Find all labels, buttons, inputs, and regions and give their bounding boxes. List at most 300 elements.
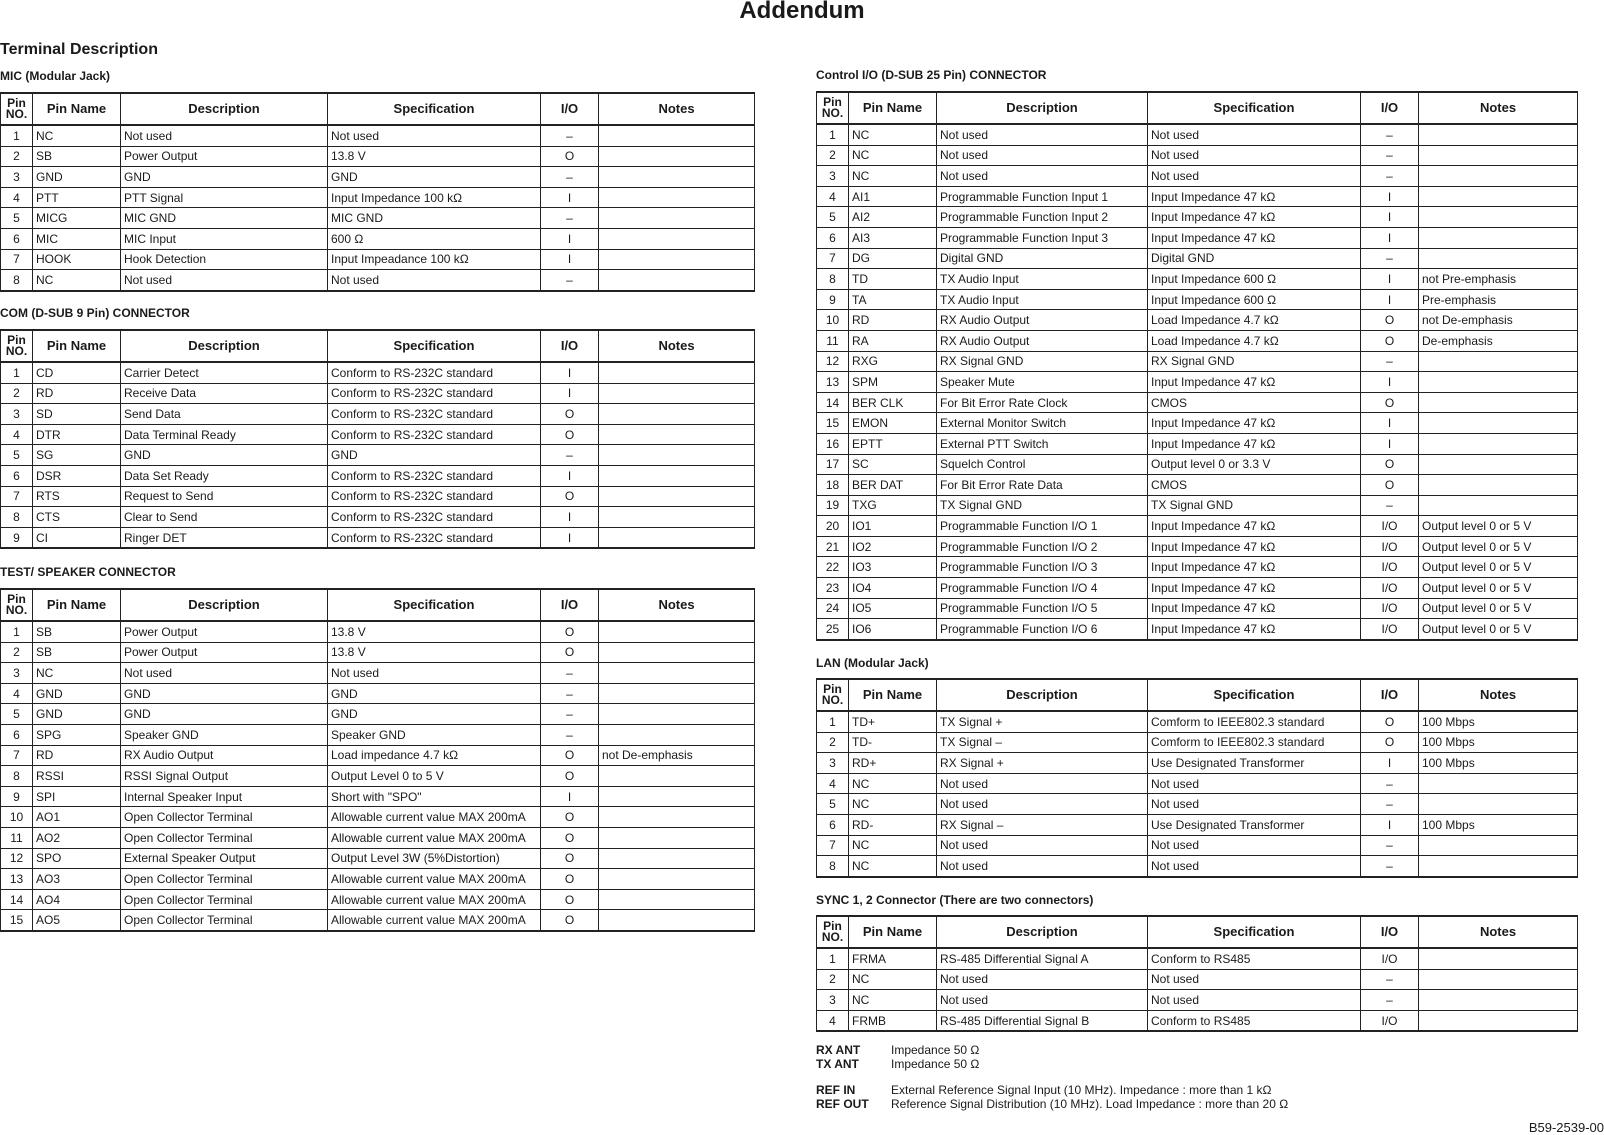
notes-cell: Output level 0 or 5 V (1419, 598, 1578, 619)
io-cell: – (1361, 124, 1419, 145)
io-cell: – (541, 724, 599, 745)
pin-no-cell: 16 (817, 433, 849, 454)
column-header: Notes (599, 330, 755, 362)
description-cell: Carrier Detect (121, 362, 328, 383)
io-cell: O (541, 146, 599, 167)
description-cell: RX Signal + (937, 753, 1148, 774)
description-cell: Programmable Function I/O 1 (937, 516, 1148, 537)
pin-no-cell: 1 (817, 711, 849, 732)
notes-cell (599, 404, 755, 425)
table-row (817, 814, 1578, 835)
notes-cell (599, 270, 755, 291)
pin-name-cell: EMON (849, 413, 937, 434)
io-cell: – (1361, 990, 1419, 1011)
description-cell: Not used (937, 856, 1148, 877)
pin-no-cell: 17 (817, 454, 849, 475)
pin-name-cell: NC (33, 663, 121, 684)
description-cell: Not used (121, 270, 328, 291)
description-cell: Ringer DET (121, 527, 328, 548)
io-cell: O (1361, 454, 1419, 475)
pin-no-cell: 21 (817, 536, 849, 557)
specification-cell: Conform to RS-232C standard (328, 486, 541, 507)
description-cell: Speaker GND (121, 724, 328, 745)
pin-no-cell: 8 (1, 766, 33, 787)
notes-cell: De-emphasis (1419, 330, 1578, 351)
description-cell: GND (121, 167, 328, 188)
description-cell: Programmable Function I/O 5 (937, 598, 1148, 619)
specification-cell: Allowable current value MAX 200mA (328, 827, 541, 848)
description-cell: GND (121, 683, 328, 704)
notes-cell (599, 827, 755, 848)
description-cell: TX Signal GND (937, 495, 1148, 516)
description-cell: Programmable Function I/O 3 (937, 557, 1148, 578)
pin-name-cell: RD (33, 383, 121, 404)
pin-name-cell: SB (33, 621, 121, 642)
column-header: Description (121, 93, 328, 125)
table-header-row (817, 679, 1578, 711)
description-cell: TX Audio Input (937, 269, 1148, 290)
specification-cell: Input Impedance 47 kΩ (1148, 207, 1361, 228)
table-row (1, 507, 755, 528)
column-header: Pin NO. (1, 93, 33, 125)
pin-no-cell: 5 (817, 794, 849, 815)
table-row (817, 794, 1578, 815)
note-text: Reference Signal Distribution (10 MHz). Load Impedance : more than 20 Ω (891, 1097, 1289, 1111)
table-row (817, 1010, 1578, 1031)
table-row (1, 663, 755, 684)
notes-cell (599, 642, 755, 663)
io-cell: I (1361, 413, 1419, 434)
table-row (1, 889, 755, 910)
pin-name-cell: SPM (849, 372, 937, 393)
specification-cell: GND (328, 704, 541, 725)
sync-pin-table (816, 915, 1578, 1032)
description-cell: RX Signal – (937, 814, 1148, 835)
pin-no-cell: 6 (817, 227, 849, 248)
table-row (1, 383, 755, 404)
pin-no-cell: 6 (817, 814, 849, 835)
pin-name-cell: NC (849, 145, 937, 166)
io-cell: O (1361, 711, 1419, 732)
notes-cell (599, 527, 755, 548)
sync-table-label: SYNC 1, 2 Connector (There are two connectors) (816, 893, 1094, 907)
table-row (817, 351, 1578, 372)
specification-cell: CMOS (1148, 392, 1361, 413)
table-row (1, 486, 755, 507)
pin-name-cell: AO3 (33, 869, 121, 890)
pin-no-cell: 6 (1, 228, 33, 249)
control-table-label: Control I/O (D-SUB 25 Pin) CONNECTOR (816, 68, 1047, 82)
specification-cell: Input Impedance 47 kΩ (1148, 413, 1361, 434)
io-cell: O (1361, 330, 1419, 351)
lan-pin-table (816, 678, 1578, 878)
table-header-row (817, 916, 1578, 948)
pin-no-cell: 10 (817, 310, 849, 331)
table-row (817, 619, 1578, 640)
notes-cell: Output level 0 or 5 V (1419, 516, 1578, 537)
pin-name-cell: HOOK (33, 249, 121, 270)
description-cell: Programmable Function I/O 6 (937, 619, 1148, 640)
control-io-pin-table (816, 91, 1578, 641)
table-row (817, 732, 1578, 753)
notes-cell (1419, 227, 1578, 248)
notes-cell: Output level 0 or 5 V (1419, 557, 1578, 578)
specification-cell: Not used (1148, 166, 1361, 187)
pin-no-cell: 2 (817, 969, 849, 990)
specification-cell: Input Impedance 47 kΩ (1148, 227, 1361, 248)
table-row (817, 516, 1578, 537)
pin-name-cell: MICG (33, 208, 121, 229)
notes-cell (599, 766, 755, 787)
description-cell: Power Output (121, 621, 328, 642)
io-cell: O (541, 766, 599, 787)
pin-no-cell: 7 (1, 249, 33, 270)
io-cell: – (1361, 248, 1419, 269)
table-row (1, 249, 755, 270)
io-cell: – (1361, 835, 1419, 856)
specification-cell: Speaker GND (328, 724, 541, 745)
notes-cell (1419, 166, 1578, 187)
pin-name-cell: IO2 (849, 536, 937, 557)
note-label: REF IN (816, 1083, 856, 1097)
notes-cell: Output level 0 or 5 V (1419, 619, 1578, 640)
description-cell: RX Audio Output (121, 745, 328, 766)
description-cell: Squelch Control (937, 454, 1148, 475)
io-cell: I (1361, 186, 1419, 207)
pin-name-cell: CTS (33, 507, 121, 528)
description-cell: Power Output (121, 146, 328, 167)
notes-cell (599, 869, 755, 890)
table-row (817, 454, 1578, 475)
table-row (817, 248, 1578, 269)
pin-name-cell: DTR (33, 424, 121, 445)
notes-cell (599, 383, 755, 404)
pin-no-cell: 11 (817, 330, 849, 351)
table-row (817, 145, 1578, 166)
pin-name-cell: EPTT (849, 433, 937, 454)
pin-no-cell: 1 (1, 362, 33, 383)
ref-in-note (816, 1083, 1288, 1097)
pin-no-cell: 10 (1, 807, 33, 828)
notes-cell (1419, 948, 1578, 969)
column-header: Pin NO. (817, 679, 849, 711)
io-cell: – (1361, 794, 1419, 815)
pin-name-cell: CI (33, 527, 121, 548)
pin-name-cell: IO1 (849, 516, 937, 537)
pin-no-cell: 4 (817, 186, 849, 207)
column-header: Description (121, 330, 328, 362)
io-cell: I (541, 786, 599, 807)
io-cell: – (541, 683, 599, 704)
specification-cell: Not used (1148, 969, 1361, 990)
specification-cell: Load impedance 4.7 kΩ (328, 745, 541, 766)
pin-name-cell: NC (849, 166, 937, 187)
description-cell: Speaker Mute (937, 372, 1148, 393)
specification-cell: Input Impedance 600 Ω (1148, 269, 1361, 290)
pin-no-cell: 12 (1, 848, 33, 869)
pin-no-cell: 3 (817, 990, 849, 1011)
pin-name-cell: SPG (33, 724, 121, 745)
notes-cell (599, 187, 755, 208)
io-cell: O (541, 424, 599, 445)
description-cell: Open Collector Terminal (121, 827, 328, 848)
specification-cell: Input Impedance 47 kΩ (1148, 619, 1361, 640)
notes-cell (1419, 413, 1578, 434)
io-cell: I (541, 465, 599, 486)
pin-no-cell: 13 (817, 372, 849, 393)
pin-no-cell: 2 (1, 146, 33, 167)
pin-name-cell: AO2 (33, 827, 121, 848)
specification-cell: Conform to RS485 (1148, 948, 1361, 969)
test-table-label: TEST/ SPEAKER CONNECTOR (0, 565, 176, 579)
pin-name-cell: NC (849, 773, 937, 794)
column-header: Specification (1148, 679, 1361, 711)
pin-name-cell: AI1 (849, 186, 937, 207)
description-cell: RX Audio Output (937, 310, 1148, 331)
notes-cell: not Pre-emphasis (1419, 269, 1578, 290)
notes-cell: Output level 0 or 5 V (1419, 578, 1578, 599)
io-cell: I (541, 383, 599, 404)
table-row (1, 848, 755, 869)
specification-cell: TX Signal GND (1148, 495, 1361, 516)
description-cell: PTT Signal (121, 187, 328, 208)
specification-cell: Conform to RS-232C standard (328, 362, 541, 383)
pin-no-cell: 3 (817, 753, 849, 774)
notes-cell (599, 807, 755, 828)
pin-name-cell: BER CLK (849, 392, 937, 413)
pin-no-cell: 2 (1, 383, 33, 404)
pin-name-cell: FRMA (849, 948, 937, 969)
table-row (817, 186, 1578, 207)
table-header-row (817, 92, 1578, 124)
pin-no-cell: 24 (817, 598, 849, 619)
column-header: Pin NO. (1, 589, 33, 621)
io-cell: I/O (1361, 948, 1419, 969)
table-row (817, 536, 1578, 557)
column-header: Specification (328, 330, 541, 362)
description-cell: Not used (937, 969, 1148, 990)
notes-cell (1419, 248, 1578, 269)
notes-cell (599, 424, 755, 445)
notes-cell: 100 Mbps (1419, 732, 1578, 753)
pin-no-cell: 19 (817, 495, 849, 516)
specification-cell: Not used (328, 270, 541, 291)
specification-cell: Allowable current value MAX 200mA (328, 889, 541, 910)
io-cell: O (1361, 475, 1419, 496)
pin-no-cell: 3 (1, 167, 33, 188)
pin-no-cell: 5 (1, 445, 33, 466)
table-row (817, 578, 1578, 599)
pin-no-cell: 14 (817, 392, 849, 413)
table-row (1, 146, 755, 167)
io-cell: – (541, 270, 599, 291)
pin-name-cell: RD- (849, 814, 937, 835)
io-cell: I (1361, 207, 1419, 228)
notes-cell (599, 445, 755, 466)
table-row (817, 969, 1578, 990)
notes-cell (599, 125, 755, 146)
column-header: Pin NO. (817, 92, 849, 124)
table-row (817, 330, 1578, 351)
pin-name-cell: NC (849, 124, 937, 145)
notes-cell (1419, 1010, 1578, 1031)
table-row (1, 125, 755, 146)
pin-name-cell: GND (33, 683, 121, 704)
specification-cell: Allowable current value MAX 200mA (328, 869, 541, 890)
pin-name-cell: IO3 (849, 557, 937, 578)
specification-cell: GND (328, 445, 541, 466)
specification-cell: Not used (1148, 856, 1361, 877)
pin-no-cell: 15 (817, 413, 849, 434)
specification-cell: Not used (1148, 124, 1361, 145)
specification-cell: Input Impedance 47 kΩ (1148, 557, 1361, 578)
pin-no-cell: 20 (817, 516, 849, 537)
notes-cell (1419, 990, 1578, 1011)
pin-name-cell: IO5 (849, 598, 937, 619)
table-row (1, 228, 755, 249)
pin-name-cell: NC (849, 794, 937, 815)
pin-name-cell: TD+ (849, 711, 937, 732)
pin-name-cell: SD (33, 404, 121, 425)
notes-cell: not De-emphasis (599, 745, 755, 766)
io-cell: I (541, 228, 599, 249)
table-row (1, 208, 755, 229)
pin-no-cell: 1 (817, 948, 849, 969)
column-header: Description (937, 679, 1148, 711)
io-cell: I/O (1361, 598, 1419, 619)
notes-cell (599, 362, 755, 383)
table-row (817, 207, 1578, 228)
table-row (817, 753, 1578, 774)
description-cell: Not used (937, 794, 1148, 815)
description-cell: TX Audio Input (937, 289, 1148, 310)
description-cell: TX Signal + (937, 711, 1148, 732)
column-header: Pin NO. (1, 330, 33, 362)
specification-cell: Conform to RS-232C standard (328, 383, 541, 404)
description-cell: Programmable Function I/O 2 (937, 536, 1148, 557)
pin-name-cell: BER DAT (849, 475, 937, 496)
io-cell: I (1361, 433, 1419, 454)
notes-cell (599, 507, 755, 528)
specification-cell: Input Impedance 47 kΩ (1148, 186, 1361, 207)
notes-cell (599, 704, 755, 725)
io-cell: – (541, 125, 599, 146)
specification-cell: Not used (328, 125, 541, 146)
specification-cell: Input Impedance 47 kΩ (1148, 536, 1361, 557)
column-header: Specification (1148, 916, 1361, 948)
column-header: Description (121, 589, 328, 621)
pin-name-cell: FRMB (849, 1010, 937, 1031)
io-cell: O (541, 848, 599, 869)
io-cell: O (541, 889, 599, 910)
column-header: Pin NO. (817, 916, 849, 948)
description-cell: Not used (937, 124, 1148, 145)
description-cell: MIC GND (121, 208, 328, 229)
table-row (817, 124, 1578, 145)
document-id: B59-2539-00 (1528, 1120, 1604, 1135)
test-speaker-pin-table (0, 588, 755, 932)
pin-name-cell: SB (33, 146, 121, 167)
specification-cell: Digital GND (1148, 248, 1361, 269)
notes-cell (599, 621, 755, 642)
specification-cell: Input Impedance 100 kΩ (328, 187, 541, 208)
description-cell: RS-485 Differential Signal B (937, 1010, 1148, 1031)
specification-cell: Comform to IEEE802.3 standard (1148, 711, 1361, 732)
note-text: External Reference Signal Input (10 MHz). Impedance : more than 1 kΩ (891, 1083, 1272, 1097)
description-cell: Not used (937, 835, 1148, 856)
io-cell: – (1361, 166, 1419, 187)
notes-cell (1419, 124, 1578, 145)
table-row (1, 424, 755, 445)
io-cell: I/O (1361, 536, 1419, 557)
lan-table-label: LAN (Modular Jack) (816, 656, 929, 670)
table-row (1, 465, 755, 486)
description-cell: Send Data (121, 404, 328, 425)
io-cell: O (1361, 392, 1419, 413)
table-header-row (1, 93, 755, 125)
pin-no-cell: 1 (817, 124, 849, 145)
description-cell: RS-485 Differential Signal A (937, 948, 1148, 969)
antenna-notes (816, 1043, 979, 1071)
pin-no-cell: 1 (1, 125, 33, 146)
pin-name-cell: GND (33, 704, 121, 725)
pin-name-cell: DG (849, 248, 937, 269)
table-row (1, 642, 755, 663)
io-cell: I (1361, 227, 1419, 248)
notes-cell (1419, 207, 1578, 228)
specification-cell: GND (328, 683, 541, 704)
notes-cell (599, 146, 755, 167)
column-header: Notes (599, 93, 755, 125)
column-header: Notes (599, 589, 755, 621)
rx-ant-note (816, 1043, 979, 1057)
notes-cell (599, 910, 755, 931)
description-cell: Programmable Function Input 1 (937, 186, 1148, 207)
pin-name-cell: TA (849, 289, 937, 310)
notes-cell (599, 465, 755, 486)
notes-cell: not De-emphasis (1419, 310, 1578, 331)
table-row (817, 413, 1578, 434)
specification-cell: 13.8 V (328, 146, 541, 167)
specification-cell: 600 Ω (328, 228, 541, 249)
notes-cell (1419, 856, 1578, 877)
io-cell: – (1361, 495, 1419, 516)
specification-cell: Input Impedance 47 kΩ (1148, 372, 1361, 393)
pin-name-cell: IO6 (849, 619, 937, 640)
pin-name-cell: TD (849, 269, 937, 290)
column-header: Pin Name (849, 92, 937, 124)
pin-no-cell: 7 (817, 248, 849, 269)
io-cell: O (541, 827, 599, 848)
description-cell: Not used (121, 125, 328, 146)
pin-no-cell: 13 (1, 869, 33, 890)
table-row (817, 392, 1578, 413)
specification-cell: Not used (1148, 794, 1361, 815)
pin-no-cell: 7 (1, 745, 33, 766)
pin-no-cell: 9 (1, 786, 33, 807)
io-cell: I (541, 527, 599, 548)
description-cell: RX Audio Output (937, 330, 1148, 351)
io-cell: – (541, 208, 599, 229)
notes-cell (1419, 475, 1578, 496)
io-cell: I (541, 249, 599, 270)
specification-cell: Not used (328, 663, 541, 684)
pin-name-cell: SPI (33, 786, 121, 807)
pin-no-cell: 6 (1, 724, 33, 745)
table-row (1, 167, 755, 188)
description-cell: External Monitor Switch (937, 413, 1148, 434)
note-label: TX ANT (816, 1057, 859, 1071)
